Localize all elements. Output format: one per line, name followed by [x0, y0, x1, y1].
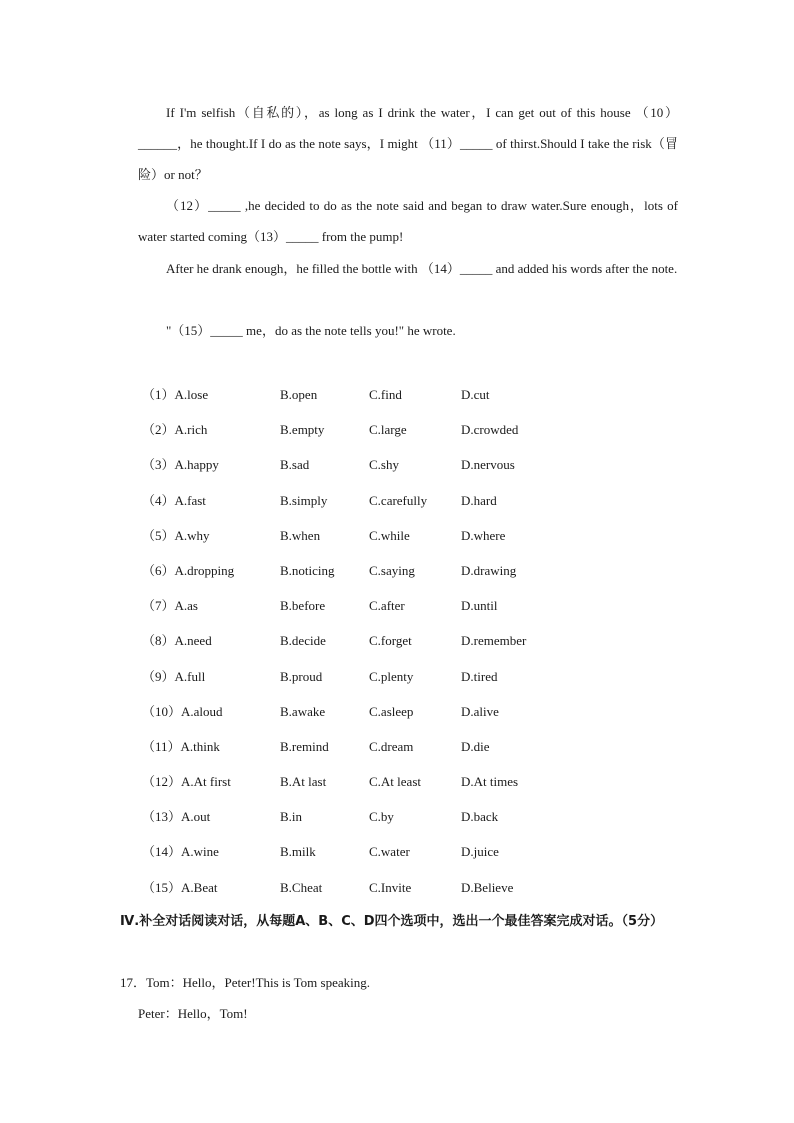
option-a-text: A.At first	[181, 774, 231, 790]
option-d: D.until	[461, 598, 498, 614]
option-a	[142, 766, 231, 798]
question-number: （10）	[142, 703, 182, 719]
option-row	[142, 625, 562, 660]
option-a	[142, 414, 207, 446]
option-d: D.drawing	[461, 562, 517, 578]
option-c: C.by	[369, 809, 394, 825]
option-b: B.open	[280, 387, 318, 402]
option-row	[142, 661, 562, 696]
question-number: （12）	[142, 774, 182, 790]
option-a-text: A.fast	[174, 492, 206, 508]
option-d: D.where	[461, 527, 506, 543]
option-row	[142, 520, 562, 555]
option-row	[142, 731, 562, 766]
option-d: D.hard	[461, 492, 497, 508]
question-number: （5）	[142, 527, 175, 543]
option-a-text: A.wine	[181, 844, 219, 860]
option-a	[142, 625, 212, 657]
option-d: D.back	[461, 809, 499, 825]
option-c: C.carefully	[369, 492, 428, 508]
option-row	[142, 414, 562, 449]
question-number: （14）	[142, 844, 182, 860]
option-row	[142, 766, 562, 801]
option-a	[142, 485, 206, 517]
option-b: B.milk	[280, 844, 316, 860]
question-number: （9）	[142, 668, 175, 684]
question-number: （8）	[142, 633, 175, 649]
option-a-text: A.Beat	[181, 879, 218, 895]
option-a	[142, 590, 198, 622]
option-c: C.after	[369, 598, 405, 614]
option-row	[142, 836, 562, 871]
passage-paragraph-4: "（15）_____ me，do as the note tells you!" he wrote.	[166, 323, 456, 338]
option-a-text: A.dropping	[174, 562, 235, 578]
option-b: B.remind	[280, 738, 329, 754]
option-a	[142, 801, 210, 833]
option-b: B.before	[280, 598, 326, 614]
option-a-text: A.need	[174, 633, 212, 649]
option-row	[142, 555, 562, 590]
option-a	[142, 379, 208, 411]
option-d: D.At times	[461, 774, 519, 790]
option-c: C.shy	[369, 457, 399, 473]
option-row	[142, 590, 562, 625]
option-row	[142, 801, 562, 836]
option-a-text: A.aloud	[181, 703, 223, 719]
option-c: C.dream	[369, 738, 414, 754]
option-a	[142, 696, 223, 728]
option-b: B.when	[280, 527, 321, 543]
dialog-line-peter: Peter：Hello，Tom!	[138, 1006, 248, 1021]
option-d: D.die	[461, 738, 490, 754]
option-b: B.decide	[280, 633, 326, 649]
option-b: B.sad	[280, 457, 310, 473]
option-a	[142, 555, 234, 587]
option-d: D.juice	[461, 844, 499, 860]
option-row	[142, 696, 562, 731]
passage-paragraph-3: After he drank enough，he filled the bottle with （14）_____ and added his words after the note.	[166, 261, 678, 276]
question-number: （3）	[142, 457, 175, 473]
passage-paragraph-1: If I'm selfish（自私的），as long as I drink the water，I can get out of this house （10）______，he thought.If I do as the note says，I might （11）_____ of thirst.Should I take the risk（冒险）or not？	[138, 105, 678, 182]
option-c: C.plenty	[369, 668, 414, 684]
question-number: （2）	[142, 422, 175, 438]
option-row	[142, 379, 562, 414]
option-a	[142, 836, 219, 868]
option-c: C.water	[369, 844, 410, 860]
option-a-text: A.happy	[174, 457, 219, 473]
question-number: （4）	[142, 492, 175, 508]
option-a-text: A.why	[174, 527, 210, 543]
question-number: （7）	[142, 598, 175, 614]
option-b: B.empty	[280, 422, 325, 438]
option-d: D.Believe	[461, 879, 514, 895]
answer-options-list	[142, 379, 562, 907]
option-a-text: A.rich	[174, 422, 208, 438]
option-row	[142, 485, 562, 520]
option-d: D.cut	[461, 387, 490, 402]
option-d: D.remember	[461, 633, 527, 649]
dialog-line-tom: 17．Tom：Hello，Peter!This is Tom speaking.	[120, 975, 370, 990]
option-c: C.saying	[369, 562, 415, 578]
option-a-text: A.full	[174, 668, 206, 684]
question-number: （6）	[142, 562, 175, 578]
option-c: C.forget	[369, 633, 412, 649]
option-c: C.asleep	[369, 703, 414, 719]
option-b: B.simply	[280, 492, 328, 508]
option-c: C.find	[369, 387, 402, 402]
option-b: B.in	[280, 809, 303, 825]
option-a-text: A.lose	[174, 387, 209, 402]
question-number: （11）	[142, 738, 181, 754]
option-b: B.proud	[280, 668, 323, 684]
option-d: D.nervous	[461, 457, 515, 473]
option-b: B.noticing	[280, 562, 335, 578]
option-c: C.Invite	[369, 879, 412, 895]
option-b: B.At last	[280, 774, 327, 790]
option-a	[142, 449, 219, 481]
question-number: （1）	[142, 387, 175, 402]
option-d: D.tired	[461, 668, 498, 684]
option-c: C.while	[369, 527, 410, 543]
option-a	[142, 731, 220, 763]
question-number: （13）	[142, 809, 182, 825]
option-row	[142, 449, 562, 484]
option-a-text: A.think	[180, 738, 220, 754]
option-a	[142, 872, 217, 904]
section-heading: Ⅳ.补全对话阅读对话，从每题A、B、C、D四个选项中，选出一个最佳答案完成对话。（5分）	[120, 914, 664, 929]
option-c: C.At least	[369, 774, 421, 790]
option-a-text: A.out	[181, 809, 211, 825]
option-b: B.Cheat	[280, 879, 323, 895]
passage-paragraph-2: （12）_____ ,he decided to do as the note said and began to draw water.Sure enough，lots of water started coming（13）_____ from the pump!	[138, 198, 678, 244]
option-b: B.awake	[280, 703, 326, 719]
option-d: D.alive	[461, 703, 499, 719]
option-d: D.crowded	[461, 422, 519, 438]
option-a-text: A.as	[174, 598, 198, 614]
option-a	[142, 520, 210, 552]
question-number: （15）	[142, 879, 182, 895]
option-c: C.large	[369, 422, 407, 438]
option-a	[142, 661, 205, 693]
option-row	[142, 872, 562, 907]
